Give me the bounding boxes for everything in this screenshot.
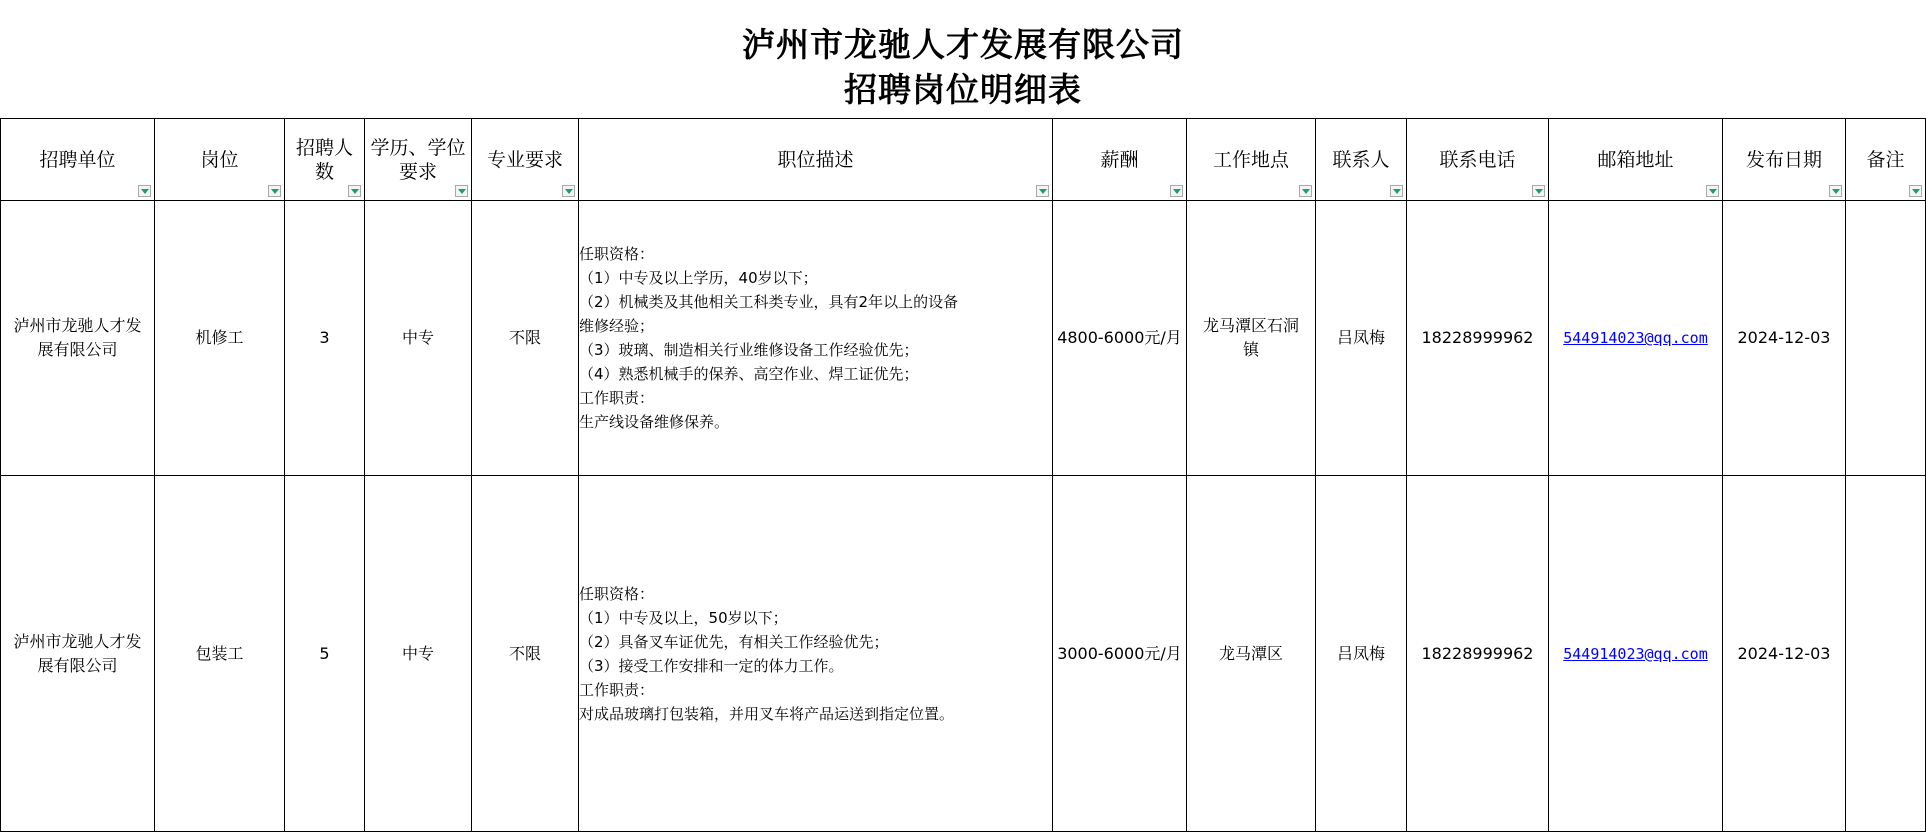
header-contact: 联系人 — [1316, 119, 1407, 201]
header-education: 学历、学位 要求 — [365, 119, 472, 201]
cell-date[interactable]: 2024-12-03 — [1723, 476, 1846, 832]
header-unit: 招聘单位 — [1, 119, 155, 201]
cell-contact[interactable]: 吕凤梅 — [1316, 476, 1407, 832]
cell-unit[interactable]: 泸州市龙驰人才发 展有限公司 — [1, 201, 155, 476]
header-phone: 联系电话 — [1407, 119, 1549, 201]
cell-date[interactable]: 2024-12-03 — [1723, 201, 1846, 476]
recruitment-table — [0, 118, 1926, 832]
cell-location[interactable]: 龙马潭区石洞 镇 — [1187, 201, 1316, 476]
cell-unit[interactable]: 泸州市龙驰人才发 展有限公司 — [1, 476, 155, 832]
cell-email[interactable] — [1549, 476, 1723, 832]
header-row — [1, 119, 1926, 201]
header-major: 专业要求 — [472, 119, 579, 201]
cell-education[interactable]: 中专 — [365, 201, 472, 476]
filter-dropdown-icon[interactable] — [1170, 185, 1183, 197]
cell-phone[interactable]: 18228999962 — [1407, 476, 1549, 832]
cell-count[interactable]: 3 — [285, 201, 365, 476]
cell-note[interactable] — [1846, 476, 1926, 832]
header-salary: 薪酬 — [1053, 119, 1187, 201]
title-subtitle: 招聘岗位明细表 — [844, 70, 1082, 109]
cell-education[interactable]: 中专 — [365, 476, 472, 832]
cell-phone[interactable]: 18228999962 — [1407, 201, 1549, 476]
filter-dropdown-icon[interactable] — [1532, 185, 1545, 197]
cell-email[interactable] — [1549, 201, 1723, 476]
filter-dropdown-icon[interactable] — [138, 185, 151, 197]
header-location: 工作地点 — [1187, 119, 1316, 201]
table-row — [1, 201, 1926, 476]
email-link[interactable]: 544914023@qq.com — [1563, 644, 1708, 663]
filter-dropdown-icon[interactable] — [1390, 185, 1403, 197]
filter-dropdown-icon[interactable] — [1299, 185, 1312, 197]
cell-count[interactable]: 5 — [285, 476, 365, 832]
cell-description[interactable]: 任职资格： （1）中专及以上学历，40岁以下； （2）机械类及其他相关工科类专业，具有2年以上的设备 维修经验； （3）玻璃、制造相关行业维修设备工作经验优先； （4）熟悉机械手的保养、高空作业、焊工证优先； 工作职责： 生产线设备维修保养。 — [579, 201, 1053, 476]
filter-dropdown-icon[interactable] — [1909, 185, 1922, 197]
cell-salary[interactable]: 4800-6000元/月 — [1053, 201, 1187, 476]
cell-location[interactable]: 龙马潭区 — [1187, 476, 1316, 832]
filter-dropdown-icon[interactable] — [1829, 185, 1842, 197]
cell-description[interactable]: 任职资格： （1）中专及以上，50岁以下； （2）具备叉车证优先，有相关工作经验优先； （3）接受工作安排和一定的体力工作。 工作职责： 对成品玻璃打包装箱，并用叉车将产品运送到指定位置。 — [579, 476, 1053, 832]
cell-position[interactable]: 机修工 — [155, 201, 285, 476]
header-date: 发布日期 — [1723, 119, 1846, 201]
filter-dropdown-icon[interactable] — [455, 185, 468, 197]
filter-dropdown-icon[interactable] — [1706, 185, 1719, 197]
header-count: 招聘人 数 — [285, 119, 365, 201]
cell-major[interactable]: 不限 — [472, 476, 579, 832]
cell-note[interactable] — [1846, 201, 1926, 476]
sheet-title — [0, 22, 1926, 112]
filter-dropdown-icon[interactable] — [348, 185, 361, 197]
cell-position[interactable]: 包装工 — [155, 476, 285, 832]
header-email: 邮箱地址 — [1549, 119, 1723, 201]
cell-salary[interactable]: 3000-6000元/月 — [1053, 476, 1187, 832]
title-company: 泸州市龙驰人才发展有限公司 — [742, 25, 1184, 64]
filter-dropdown-icon[interactable] — [268, 185, 281, 197]
email-link[interactable]: 544914023@qq.com — [1563, 329, 1708, 347]
header-position: 岗位 — [155, 119, 285, 201]
cell-contact[interactable]: 吕凤梅 — [1316, 201, 1407, 476]
filter-dropdown-icon[interactable] — [562, 185, 575, 197]
table-row — [1, 476, 1926, 832]
header-description: 职位描述 — [579, 119, 1053, 201]
cell-major[interactable]: 不限 — [472, 201, 579, 476]
filter-dropdown-icon[interactable] — [1036, 185, 1049, 197]
header-note: 备注 — [1846, 119, 1926, 201]
